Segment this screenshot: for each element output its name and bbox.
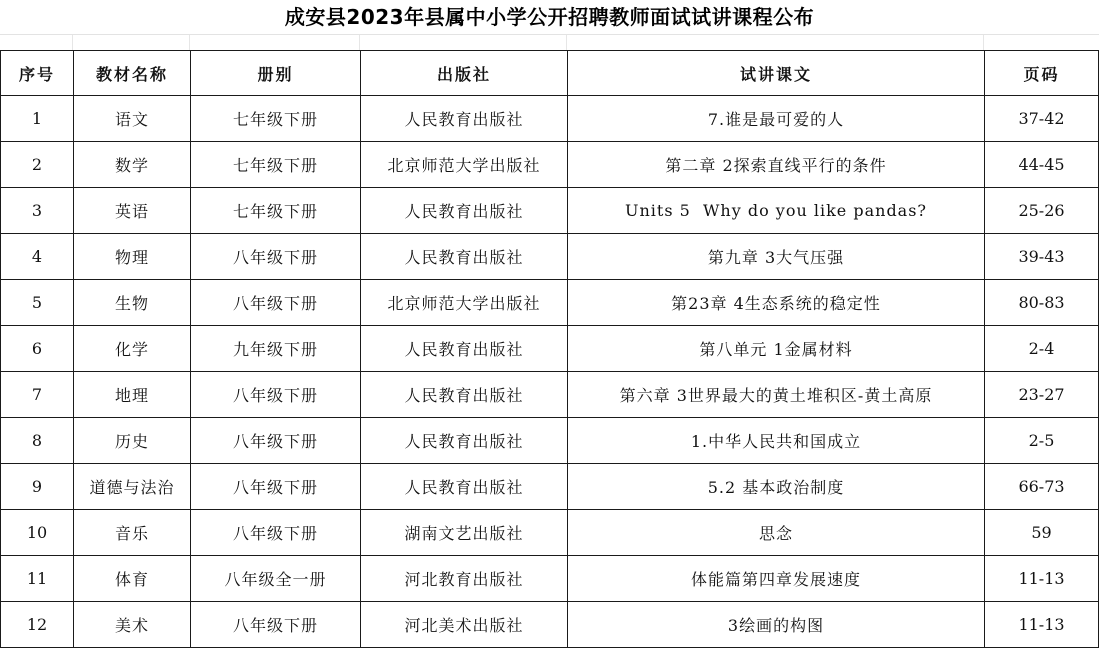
- cell-index: 9: [1, 464, 74, 510]
- cell-subject: 物理: [74, 234, 191, 280]
- cell-volume: 八年级下册: [191, 510, 361, 556]
- cell-index: 12: [1, 602, 74, 648]
- table-row: [1, 96, 1099, 142]
- cell-volume: 七年级下册: [191, 96, 361, 142]
- cell-subject: 生物: [74, 280, 191, 326]
- cell-lesson: 第六章 3世界最大的黄土堆积区-黄土高原: [568, 372, 985, 418]
- cell-index: 2: [1, 142, 74, 188]
- cell-index: 4: [1, 234, 74, 280]
- cell-lesson: 3绘画的构图: [568, 602, 985, 648]
- cell-volume: 八年级下册: [191, 464, 361, 510]
- table-header-row: [1, 51, 1099, 96]
- page-title: 成安县2023年县属中小学公开招聘教师面试试讲课程公布: [284, 5, 815, 29]
- table-row: [1, 510, 1099, 556]
- cell-lesson: 5.2 基本政治制度: [568, 464, 985, 510]
- cell-lesson: 7.谁是最可爱的人: [568, 96, 985, 142]
- cell-lesson: 第九章 3大气压强: [568, 234, 985, 280]
- cell-publisher: 人民教育出版社: [361, 188, 568, 234]
- cell-lesson: 体能篇第四章发展速度: [568, 556, 985, 602]
- cell-publisher: 北京师范大学出版社: [361, 142, 568, 188]
- cell-pages: 2-5: [985, 418, 1099, 464]
- cell-index: 8: [1, 418, 74, 464]
- cell-publisher: 人民教育出版社: [361, 326, 568, 372]
- cell-subject: 地理: [74, 372, 191, 418]
- header-subject: 教材名称: [74, 51, 191, 96]
- header-volume: 册别: [191, 51, 361, 96]
- cell-subject: 数学: [74, 142, 191, 188]
- cell-subject: 英语: [74, 188, 191, 234]
- cell-volume: 八年级下册: [191, 280, 361, 326]
- header-pages: 页码: [985, 51, 1099, 96]
- table-row: [1, 556, 1099, 602]
- cell-volume: 八年级下册: [191, 418, 361, 464]
- table-row: [1, 464, 1099, 510]
- cell-publisher: 湖南文艺出版社: [361, 510, 568, 556]
- cell-publisher: 人民教育出版社: [361, 464, 568, 510]
- cell-publisher: 人民教育出版社: [361, 372, 568, 418]
- table-row: [1, 326, 1099, 372]
- header-index: 序号: [1, 51, 74, 96]
- cell-index: 1: [1, 96, 74, 142]
- table-row: [1, 418, 1099, 464]
- table-row: [1, 188, 1099, 234]
- cell-subject: 道德与法治: [74, 464, 191, 510]
- cell-index: 5: [1, 280, 74, 326]
- cell-index: 6: [1, 326, 74, 372]
- cell-publisher: 人民教育出版社: [361, 96, 568, 142]
- cell-pages: 80-83: [985, 280, 1099, 326]
- cell-lesson: 第23章 4生态系统的稳定性: [568, 280, 985, 326]
- cell-pages: 23-27: [985, 372, 1099, 418]
- cell-pages: 11-13: [985, 602, 1099, 648]
- cell-publisher: 河北教育出版社: [361, 556, 568, 602]
- cell-pages: 25-26: [985, 188, 1099, 234]
- cell-subject: 语文: [74, 96, 191, 142]
- course-table: [0, 50, 1099, 648]
- header-publisher: 出版社: [361, 51, 568, 96]
- cell-pages: 39-43: [985, 234, 1099, 280]
- cell-volume: 八年级下册: [191, 602, 361, 648]
- table-row: [1, 602, 1099, 648]
- header-lesson: 试讲课文: [568, 51, 985, 96]
- cell-publisher: 人民教育出版社: [361, 418, 568, 464]
- cell-publisher: 河北美术出版社: [361, 602, 568, 648]
- cell-lesson: 1.中华人民共和国成立: [568, 418, 985, 464]
- cell-pages: 59: [985, 510, 1099, 556]
- cell-pages: 66-73: [985, 464, 1099, 510]
- cell-lesson: 第八单元 1金属材料: [568, 326, 985, 372]
- cell-subject: 历史: [74, 418, 191, 464]
- table-row: [1, 372, 1099, 418]
- cell-index: 3: [1, 188, 74, 234]
- cell-subject: 体育: [74, 556, 191, 602]
- cell-pages: 11-13: [985, 556, 1099, 602]
- cell-index: 10: [1, 510, 74, 556]
- cell-pages: 37-42: [985, 96, 1099, 142]
- cell-lesson: 思念: [568, 510, 985, 556]
- cell-subject: 美术: [74, 602, 191, 648]
- cell-pages: 44-45: [985, 142, 1099, 188]
- spreadsheet-grid-row: [0, 34, 1099, 50]
- cell-index: 7: [1, 372, 74, 418]
- cell-lesson: 第二章 2探索直线平行的条件: [568, 142, 985, 188]
- cell-publisher: 北京师范大学出版社: [361, 280, 568, 326]
- cell-pages: 2-4: [985, 326, 1099, 372]
- cell-volume: 九年级下册: [191, 326, 361, 372]
- cell-volume: 八年级下册: [191, 234, 361, 280]
- cell-volume: 八年级下册: [191, 372, 361, 418]
- cell-subject: 音乐: [74, 510, 191, 556]
- cell-volume: 八年级全一册: [191, 556, 361, 602]
- table-row: [1, 234, 1099, 280]
- cell-volume: 七年级下册: [191, 142, 361, 188]
- cell-volume: 七年级下册: [191, 188, 361, 234]
- cell-publisher: 人民教育出版社: [361, 234, 568, 280]
- cell-index: 11: [1, 556, 74, 602]
- table-row: [1, 280, 1099, 326]
- cell-lesson: Units 5 Why do you like pandas?: [568, 188, 985, 234]
- table-row: [1, 142, 1099, 188]
- cell-subject: 化学: [74, 326, 191, 372]
